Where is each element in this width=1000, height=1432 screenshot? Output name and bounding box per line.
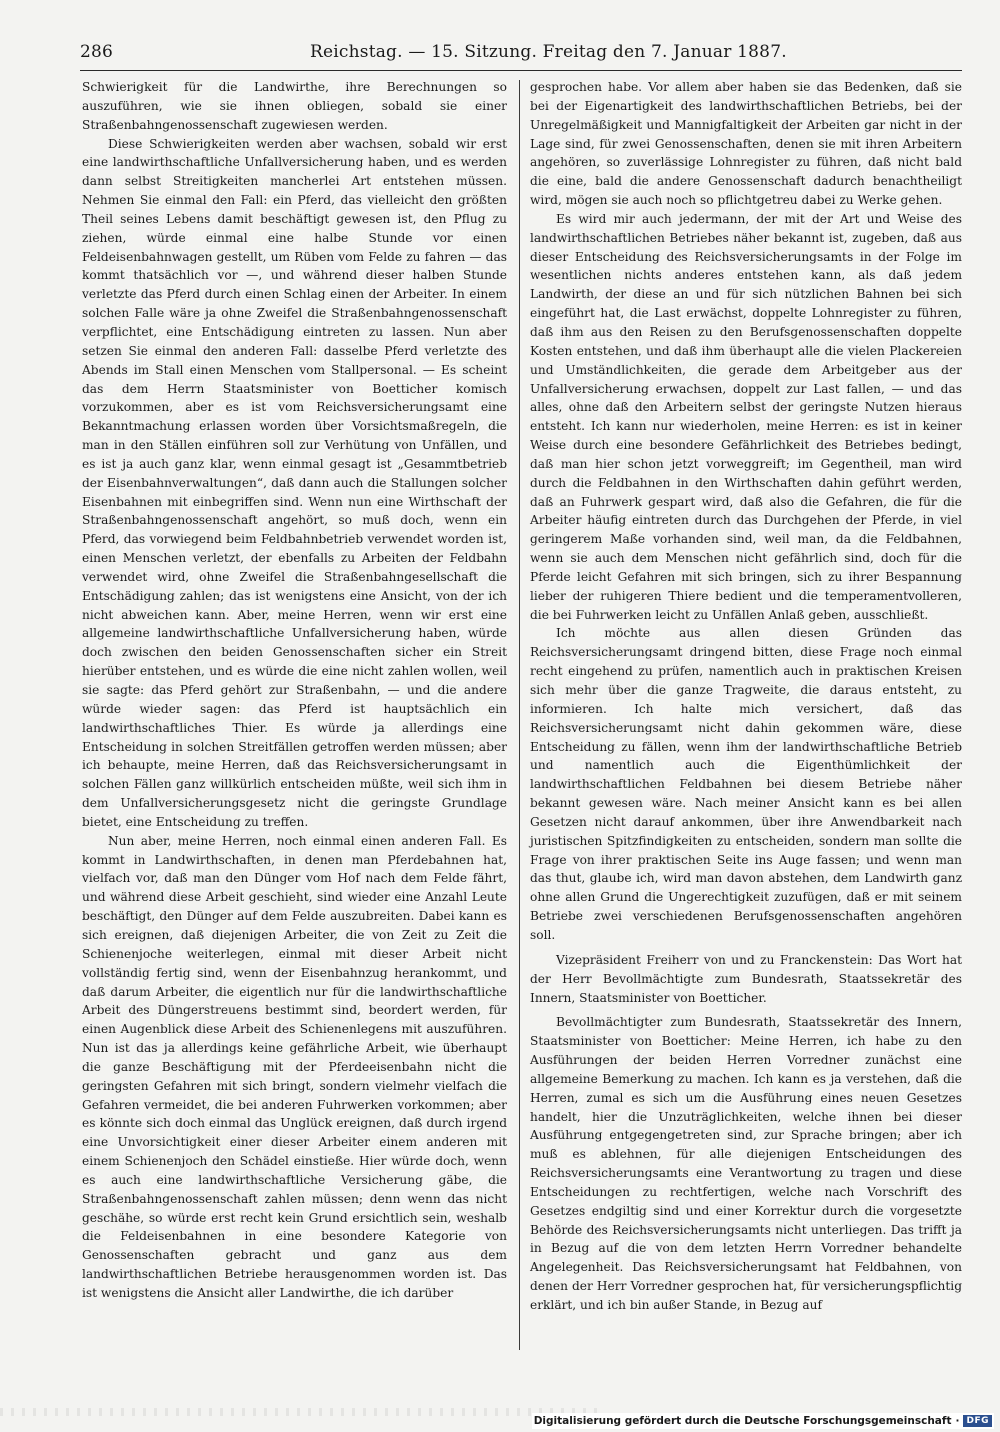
- scan-artifact: [0, 1408, 600, 1416]
- footer-credit: [532, 1413, 994, 1429]
- paragraph: gesprochen habe. Vor allem aber haben sie das Bedenken, daß sie bei der Eigenartigkeit des landwirthschaftlichen Betriebs, bei der Unregelmäßigkeit und Mannigfaltigkeit der Arbeiten gar nicht in der Lage sind, für zwei Genossenschaften, denen sie mit ihren Arbeitern angehören, so zuverlässige Lohnregister zu führen, daß nicht bald die eine, bald die andere Genossenschaft dadurch benachtheiligt wird, mögen sie auch noch so pflichtgetreu dabei zu Werke gehen.: [530, 80, 962, 208]
- column-divider: [519, 80, 520, 1350]
- funding-credit: Digitalisierung gefördert durch die Deutsche Forschungsgemeinschaft: [533, 1415, 952, 1427]
- speaker-paragraph: Bevollmächtigter zum Bundesrath, Staatssekretär des Innern, Staatsminister von Boetticher: Meine Herren, ich habe zu den Ausführungen der beiden Herren Vorredner zunächst eine allgemeine Bemerkung zu machen. Ich kann es ja verstehen, daß die Herren, zumal es sich um die Ausführung eines neuen Gesetzes handelt, hier die Unzuträglichkeiten, welche ihnen bei dieser Ausführung entgegengetreten sind, zur Sprache bringen; aber ich muß es ablehnen, für alle diejenigen Entscheidungen des Reichsversicherungsamts eine Verantwortung zu tragen und diese Entscheidungen zu rechtfertigen, welche nach Vorschrift des Gesetzes endgiltig sind und einer Korrektur durch die vorgesetzte Behörde des Reichsversicherungsamts nicht unterliegen. Das trifft ja in Bezug auf die von dem letzten Herrn Vorredner behandelte Angelegenheit. Das Reichsversicherungsamt hat Feldbahnen, von denen der Herr Vorredner gesprochen hat, für versicherungspflichtig erklärt, und ich bin außer Stande, in Bezug auf: [530, 1015, 962, 1312]
- paragraph: Diese Schwierigkeiten werden aber wachsen, sobald wir erst eine landwirthschaftliche Unfallversicherung haben, und es werden dann selbst Streitigkeiten mancherlei Art entstehen müssen. Nehmen Sie einmal den Fall: ein Pferd, das vielleicht den größten Theil seines Lebens damit beschäftigt gewesen ist, den Pflug zu ziehen, würde einmal eine halbe Stunde vor einen Feldeisenbahnwagen gestellt, um Rüben vom Felde zu fahren — das kommt thatsächlich vor —, und während dieser halben Stunde verletzte das Pferd durch einen Schlag einen der Arbeiter. In einem solchen Falle wäre ja ohne Zweifel die Straßenbahngenossenschaft verpflichtet, eine Entschädigung eintreten zu lassen. Nun aber setzen Sie einmal den anderen Fall: dasselbe Pferd verletzte des Abends im Stall einen Menschen vom Stallpersonal. — Es scheint das dem Herrn Staatsminister von Boetticher komisch vorzukommen, aber es ist vom Reichsversicherungsamt eine Bekanntmachung erlassen worden über Vorsichtsmaßregeln, die man in den Ställen einführen soll zur Verhütung von Unfällen, und es ist ja auch ganz klar, wenn einmal gesagt ist „Gesammtbetrieb der Eisenbahnverwaltungen“, daß dann auch die Stallungen solcher Eisenbahnen mit einbegriffen sind. Wenn nun eine Wirthschaft der Straßenbahngenossenschaft angehört, so muß doch, wenn ein Pferd, das vorwiegend beim Feldbahnbetrieb verwendet worden ist, einen Menschen verletzt, der ebenfalls zu Arbeiten der Feldbahn verwendet wird, ohne Zweifel die Straßenbahngesellschaft die Entschädigung zahlen; das ist wenigstens eine Ansicht, von der ich nicht abweichen kann. Aber, meine Herren, wenn wir erst eine allgemeine landwirthschaftliche Unfallversicherung haben, würde doch zwischen den beiden Genossenschaften sicher ein Streit hierüber entstehen, und es würde die eine nicht zahlen wollen, weil sie sagte: das Pferd gehört zur Straßenbahn, — und die andere würde wieder sagen: das Pferd ist hauptsächlich ein landwirthschaftliches Thier. Es würde ja allerdings eine Entscheidung in solchen Streitfällen getroffen werden müssen; aber ich behaupte, meine Herren, daß das Reichsversicherungsamt in solchen Fällen ganz willkürlich entscheiden müßte, weil sich ihm in dem Unfallversicherungsgesetz nicht die geringste Grundlage bietet, eine Entscheidung zu treffen.: [82, 136, 507, 829]
- paragraph: Ich möchte aus allen diesen Gründen das Reichsversicherungsamt dringend bitten, diese Frage noch einmal recht eingehend zu prüfen, namentlich auch in praktischen Kreisen sich mehr über die ganze Tragweite, die daraus entsteht, zu informieren. Ich halte mich versichert, daß das Reichsversicherungsamt nicht dahin gekommen wäre, diese Entscheidung zu fällen, wenn ihm der landwirthschaftliche Betrieb und namentlich auch die Eigenthümlichkeit der landwirthschaftlichen Feldbahnen bei diesem Betriebe näher bekannt gewesen wäre. Nach meiner Ansicht kann es bei allen Gesetzen nicht darauf ankommen, über ihre Anwendbarkeit nach juristischen Spitzfindigkeiten zu entscheiden, sondern man sollte die Frage von ihrer praktischen Seite ins Auge fassen; und wenn man das thut, glaube ich, wird man davon abstehen, dem Landwirth ganz ohne allen Grund die Ungerechtigkeit zuzufügen, daß er mit seinem Betriebe zwei verschiedenen Berufsgenossenschaften angehören soll.: [530, 626, 962, 942]
- dfg-logo-icon: DFG: [963, 1415, 992, 1427]
- header-rule: [80, 70, 962, 71]
- page-header: [80, 42, 962, 68]
- paragraph: Es wird mir auch jedermann, der mit der Art und Weise des landwirthschaftlichen Betriebes näher bekannt ist, zugeben, daß aus dieser Entscheidung des Reichsversicherungsamts in der Folge im wesentlichen nichts anderes entstehen kann, als daß jedem Landwirth, der diese an und für sich nützlichen Bahnen bei sich eingeführt hat, die Last erwächst, doppelte Lohnregister zu führen, daß ihm aus den Reisen zu den Berufsgenossenschaften doppelte Kosten entstehen, und daß ihm überhaupt alle die vielen Plackereien und Umständlichkeiten, die gerade dem Arbeitgeber aus der Unfallversicherung erwachsen, doppelt zur Last fallen, — und das alles, ohne daß den Arbeitern selbst der geringste Nutzen hieraus entsteht. Ich kann nur wiederholen, meine Herren: es ist in keiner Weise durch eine besondere Gefährlichkeit des Betriebes bedingt, daß man hier schon jetzt vorweggreift; im Gegentheil, man wird durch die Feldbahnen in den Wirthschaften dahin geführt werden, daß an Fuhrwerk gespart wird, daß also die Gefahren, die für die Arbeiter häufig eintreten durch das Durchgehen der Pferde, in viel geringerem Maße vorhanden sind, weil man, da die Feldbahnen, wenn sie auch dem Menschen nicht gefährlich sind, doch für die Pferde leicht Gefahren mit sich bringen, sich zu ihrer Bespannung lieber der ruhigeren Thiere bedient und die temperamentvolleren, die bei Fuhrwerken leicht zu Unfällen Anlaß geben, ausschließt.: [530, 211, 962, 622]
- page-number: 286: [80, 42, 114, 62]
- separator-dot: ·: [955, 1415, 960, 1427]
- running-title: Reichstag. — 15. Sitzung. Freitag den 7. Januar 1887.: [310, 42, 787, 62]
- left-column: [82, 78, 507, 1303]
- paragraph: Schwierigkeit für die Landwirthe, ihre Berechnungen so auszuführen, wie sie ihnen obliegen, sobald sie einer Straßenbahngenossenschaft zugewiesen werden.: [82, 80, 507, 132]
- right-column: [530, 78, 962, 1315]
- speaker-paragraph: Vizepräsident Freiherr von und zu Franckenstein: Das Wort hat der Herr Bevollmächtigte zum Bundesrath, Staatssekretär des Innern, Staatsminister von Boetticher.: [530, 952, 962, 1005]
- paragraph: Nun aber, meine Herren, noch einmal einen anderen Fall. Es kommt in Landwirthschaften, in denen man Pferdebahnen hat, vielfach vor, daß man den Dünger vom Hof nach dem Felde fährt, und während diese Arbeit geschieht, sind wieder eine Anzahl Leute beschäftigt, den Dünger auf dem Felde auszubreiten. Dabei kann es sich ereignen, daß diejenigen Arbeiter, die von Zeit zu Zeit die Schienenjoche weiterlegen, einmal mit dieser Arbeit nicht vollständig fertig sind, wenn der Eisenbahnzug herankommt, und daß darum Arbeiter, die eigentlich nur für die landwirthschaftliche Arbeit des Düngerstreuens bestimmt sind, beordert werden, für einen Augenblick diese Arbeit des Schienenlegens mit auszuführen. Nun ist das ja allerdings keine gefährliche Arbeit, wie überhaupt die ganze Beschäftigung mit der Pferdeeisenbahn nicht die geringsten Gefahren mit sich bringt, sondern vielmehr vielfach die Gefahren vermeidet, die bei anderen Fuhrwerken vorkommen; aber es könnte sich doch einmal das Unglück ereignen, daß durch irgend eine Unvorsichtigkeit einer dieser Arbeiter einem anderen mit einem Schienenjoch den Schädel einstieße. Hier würde doch, wenn es auch eine landwirthschaftliche Versicherung gäbe, die Straßenbahngenossenschaft zahlen müssen; denn wenn das nicht geschähe, so würde erst recht kein Grund ersichtlich sein, weshalb die Feldeisenbahnen in eine besondere Kategorie von Genossenschaften gebracht und ganz aus dem landwirthschaftlichen Betriebe herausgenommen worden ist. Das ist wenigstens die Ansicht aller Landwirthe, die ich darüber: [82, 833, 507, 1300]
